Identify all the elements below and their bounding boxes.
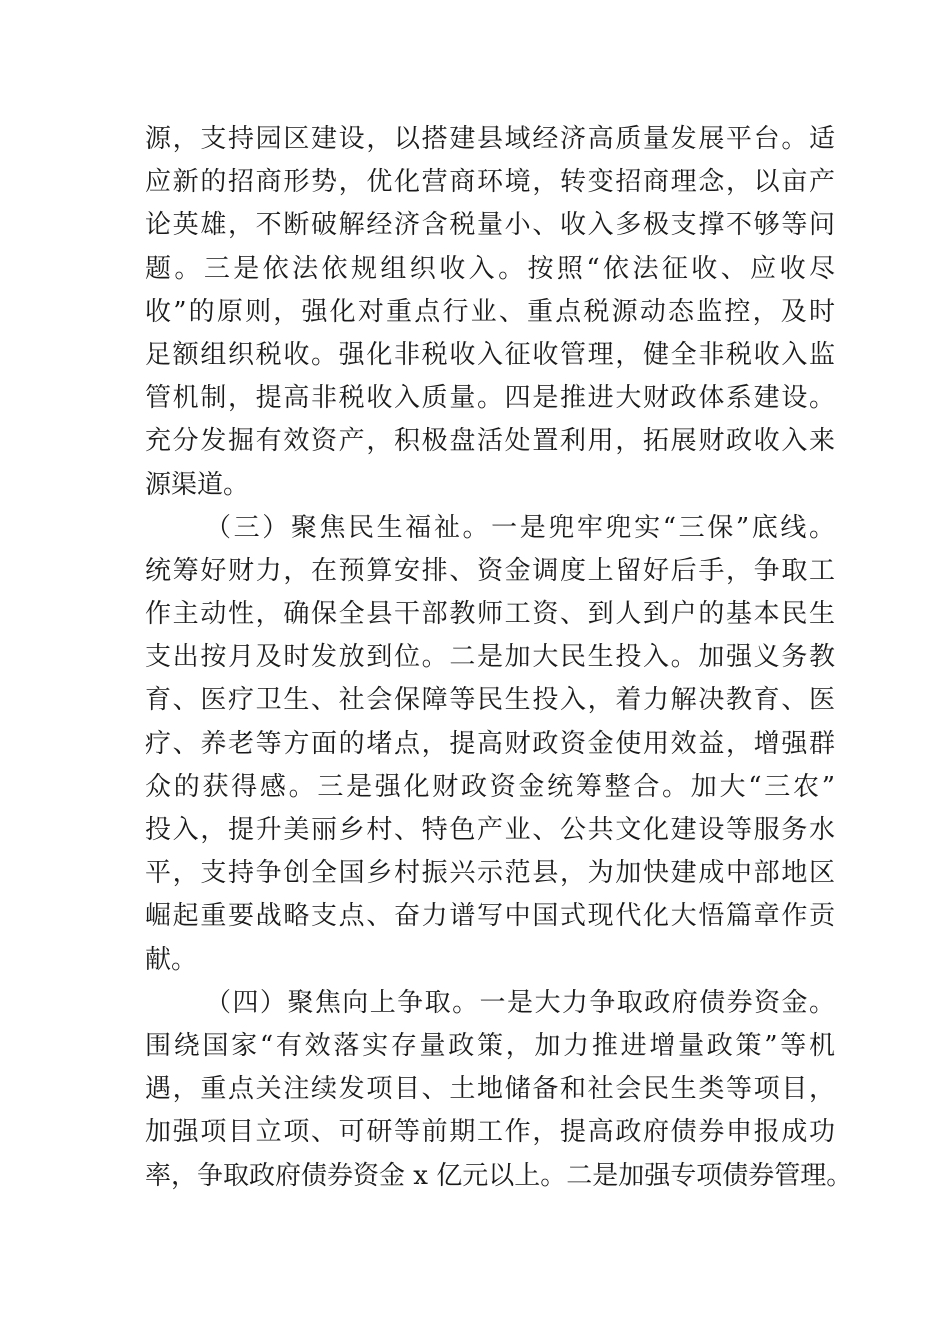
text-line: 论英雄，不断破解经济含税量小、收入多极支撑不够等问 [145,210,835,241]
text-line: 遇，重点关注续发项目、土地储备和社会民生类等项目， [145,1074,835,1105]
text-line: 足额组织税收。强化非税收入征收管理，健全非税收入监 [145,339,835,370]
text-line: 投入，提升美丽乡村、特色产业、公共文化建设等服务水 [145,815,835,845]
text-line: 疗、养老等方面的堵点，提高财政资金使用效益，增强群 [145,728,835,759]
text-line: 育、医疗卫生、社会保障等民生投入，着力解决教育、医 [145,685,835,716]
text-line: 众的获得感。三是强化财政资金统筹整合。加大“三农” [145,771,835,802]
text-line: 崛起重要战略支点、奋力谱写中国式现代化大悟篇章作贡 [145,901,835,932]
text-line: 围绕国家“有效落实存量政策，加力推进增量政策”等机 [145,1030,835,1061]
section-heading-line: （三）聚焦民生福祉。一是兜牢兜实“三保”底线。 [205,512,835,543]
section-heading-line: （四）聚焦向上争取。一是大力争取政府债券资金。 [205,987,835,1018]
text-line: 统筹好财力，在预算安排、资金调度上留好后手，争取工 [145,555,835,586]
text-line: 应新的招商形势，优化营商环境，转变招商理念，以亩产 [145,167,835,198]
text-line: 源渠道。 [145,469,250,500]
text-line: 率，争取政府债券资金 x 亿元以上。二是加强专项债券管理。 [145,1160,853,1191]
body-text [145,118,853,1198]
text-line: 管机制，提高非税收入质量。四是推进大财政体系建设。 [145,383,835,414]
text-line: 源，支持园区建设，以搭建县域经济高质量发展平台。适 [145,124,835,154]
text-line: 支出按月及时发放到位。二是加大民生投入。加强义务教 [145,642,835,673]
text-line: 收”的原则，强化对重点行业、重点税源动态监控，及时 [145,296,835,327]
text-line: 作主动性，确保全县干部教师工资、到人到户的基本民生 [145,599,835,630]
text-line: 题。三是依法依规组织收入。按照“依法征收、应收尽 [145,253,835,284]
text-line: 加强项目立项、可研等前期工作，提高政府债券申报成功 [145,1117,835,1148]
text-line: 献。 [145,944,198,975]
text-line: 平，支持争创全国乡村振兴示范县，为加快建成中部地区 [145,858,835,889]
text-line: 充分发掘有效资产，积极盘活处置利用，拓展财政收入来 [145,426,835,457]
